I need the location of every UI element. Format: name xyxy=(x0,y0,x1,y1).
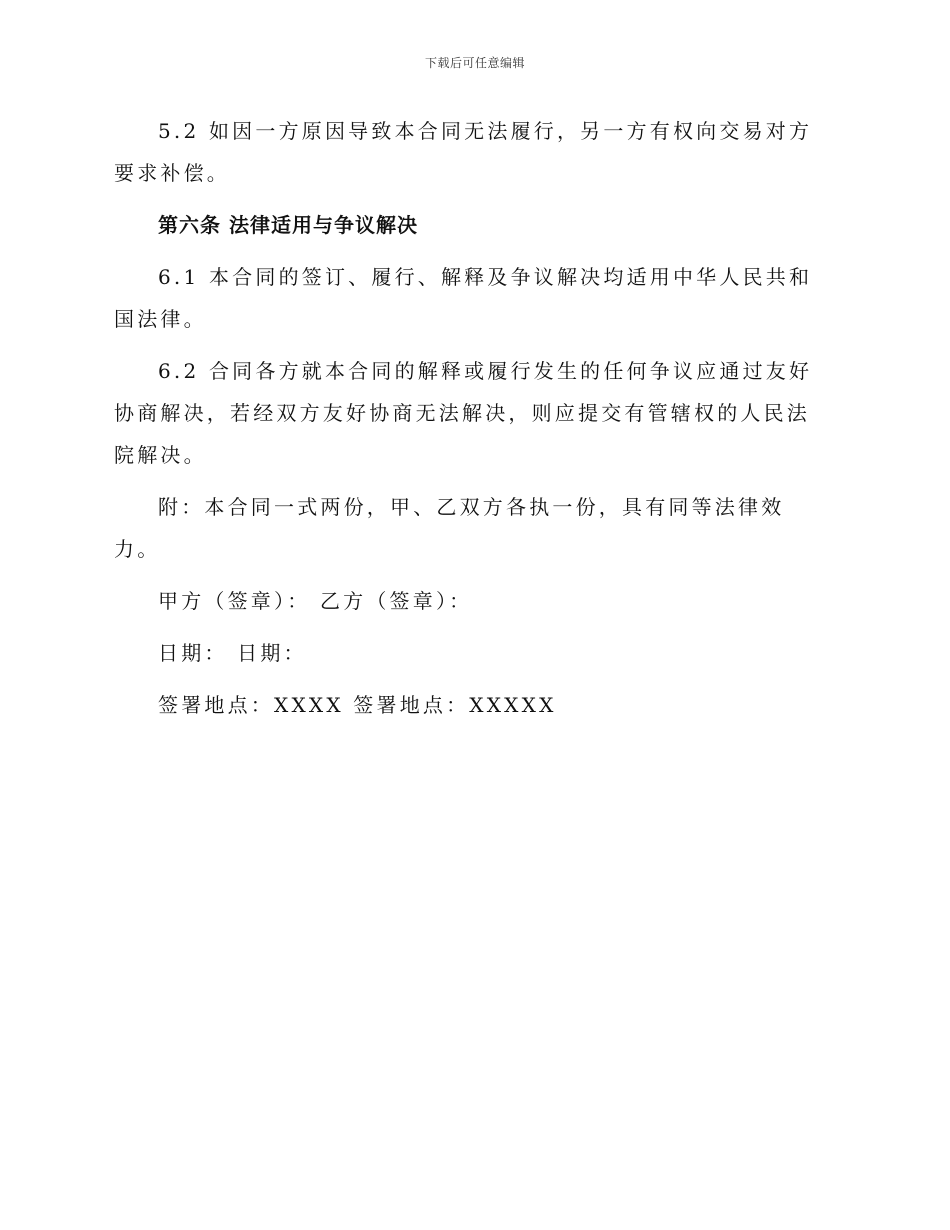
signing-location-line: 签署地点：XXXX 签署地点：XXXXX xyxy=(158,693,557,717)
clause-6-2: 6.2 合同各方就本合同的解释或履行发生的任何争议应通过友好协商解决，若经双方友好协商无法解决，则应提交有管辖权的人民法院解决。 xyxy=(114,359,813,467)
article-6-title: 第六条 法律适用与争议解决 xyxy=(158,213,418,237)
appendix-note: 附：本合同一式两份，甲、乙双方各执一份，具有同等法律效力。 xyxy=(114,495,785,561)
document-body xyxy=(114,110,830,726)
page-header-note: 下载后可任意编辑 xyxy=(424,56,525,70)
signature-line: 甲方（签章）： 乙方（签章）： xyxy=(158,589,473,613)
date-line: 日期： 日期： xyxy=(158,641,307,665)
clause-5-2: 5.2 如因一方原因导致本合同无法履行，另一方有权向交易对方要求补偿。 xyxy=(114,119,813,185)
clause-6-1: 6.1 本合同的签订、履行、解释及争议解决均适用中华人民共和国法律。 xyxy=(114,265,813,331)
